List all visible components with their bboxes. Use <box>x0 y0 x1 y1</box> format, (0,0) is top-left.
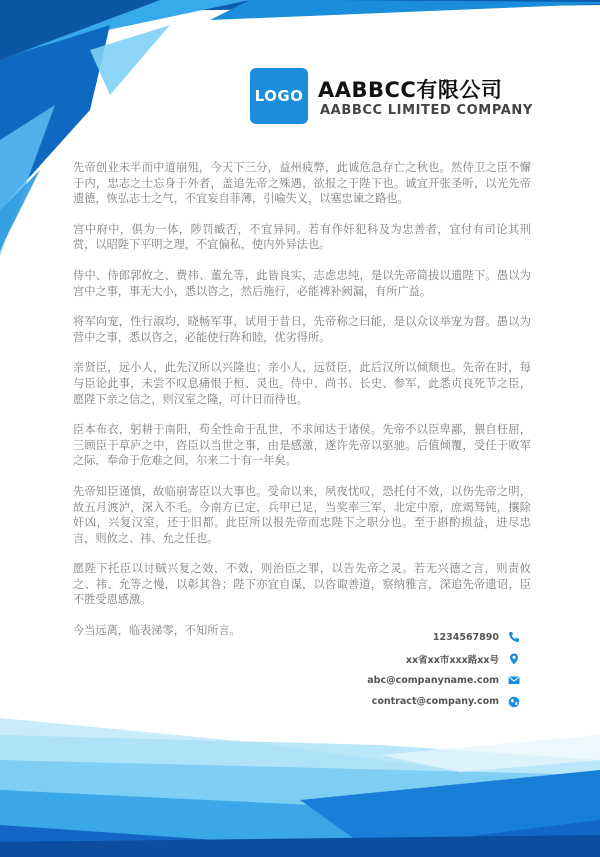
phone-number: 1234567890 <box>432 631 499 643</box>
letter-body <box>73 160 531 654</box>
paragraph: 侍中、侍郎郭攸之、费祎、董允等，此皆良实，志虑忠纯，是以先帝简拔以遗陛下。愚以为宫中之事，事无大小，悉以咨之，然后施行，必能裨补阙漏，有所广益。 <box>73 268 531 298</box>
contact-block <box>367 628 520 714</box>
contact-phone <box>367 628 520 646</box>
company-name-english: AABBCC LIMITED COMPANY <box>320 103 533 118</box>
address-text: xx省xx市xxx路xx号 <box>405 654 499 666</box>
contact-email <box>367 671 520 689</box>
paragraph: 臣本布衣，躬耕于南阳，苟全性命于乱世，不求闻达于诸侯。先帝不以臣卑鄙，猥自枉屈，三顾臣于草庐之中，咨臣以当世之事，由是感激，遂许先帝以驱驰。后值倾覆，受任于败军之际，奉命于危难之间，尔来二十有一年矣。 <box>73 423 531 468</box>
paragraph: 先帝创业未半而中道崩殂，今天下三分，益州疲弊，此诚危急存亡之秋也。然侍卫之臣不懈于内，忠志之士忘身于外者，盖追先帝之殊遇，欲报之于陛下也。诚宜开张圣听，以光先帝遗德，恢弘志士之气，不宜妄自菲薄，引喻失义，以塞忠谏之路也。 <box>73 161 531 206</box>
paragraph: 愿陛下托臣以讨贼兴复之效，不效，则治臣之罪，以告先帝之灵。若无兴德之言，则责攸之、祎、允等之慢，以彰其咎；陛下亦宜自谋，以咨诹善道，察纳雅言，深追先帝遗诏，臣不胜受恩感激。 <box>73 562 531 607</box>
paragraph: 先帝知臣谨慎，故临崩寄臣以大事也。受命以来，夙夜忧叹，恐托付不效，以伤先帝之明，故五月渡泸，深入不毛。今南方已定，兵甲已足，当奖率三军，北定中原，庶竭驽钝，攘除奸凶，兴复汉室，还于旧都。此臣所以报先帝而忠陛下之职分也。至于斟酌损益，进尽忠言，则攸之、祎、允之任也。 <box>73 484 531 545</box>
contact-web <box>367 693 520 711</box>
phone-icon <box>508 631 520 643</box>
paragraph: 今当远离，临表涕零，不知所言。 <box>73 624 241 638</box>
web-address: contract@company.com <box>371 696 499 707</box>
company-name: AABBCC有限公司 <box>318 78 503 102</box>
email-address: abc@companyname.com <box>367 674 499 686</box>
paragraph: 亲贤臣，远小人，此先汉所以兴隆也；亲小人，远贤臣，此后汉所以倾颓也。先帝在时，每与臣论此事，未尝不叹息痛恨于桓、灵也。侍中、尚书、长史、参军，此悉贞良死节之臣，愿陛下亲之信之，则汉室之隆，可计日而待也。 <box>73 361 531 406</box>
contact-address <box>367 650 520 668</box>
location-pin-icon <box>508 653 520 665</box>
paragraph: 宫中府中，俱为一体，陟罚臧否，不宜异同。若有作奸犯科及为忠善者，宜付有司论其刑赏，以昭陛下平明之理，不宜偏私，使内外异法也。 <box>73 222 531 252</box>
globe-icon <box>508 696 520 708</box>
company-logo <box>250 68 308 124</box>
mail-icon <box>508 674 520 686</box>
logo-text: LOGO <box>254 87 304 105</box>
paragraph: 将军向宠，性行淑均，晓畅军事，试用于昔日，先帝称之曰能，是以众议举宠为督。愚以为营中之事，悉以咨之，必能使行阵和睦，优劣得所。 <box>73 315 531 344</box>
